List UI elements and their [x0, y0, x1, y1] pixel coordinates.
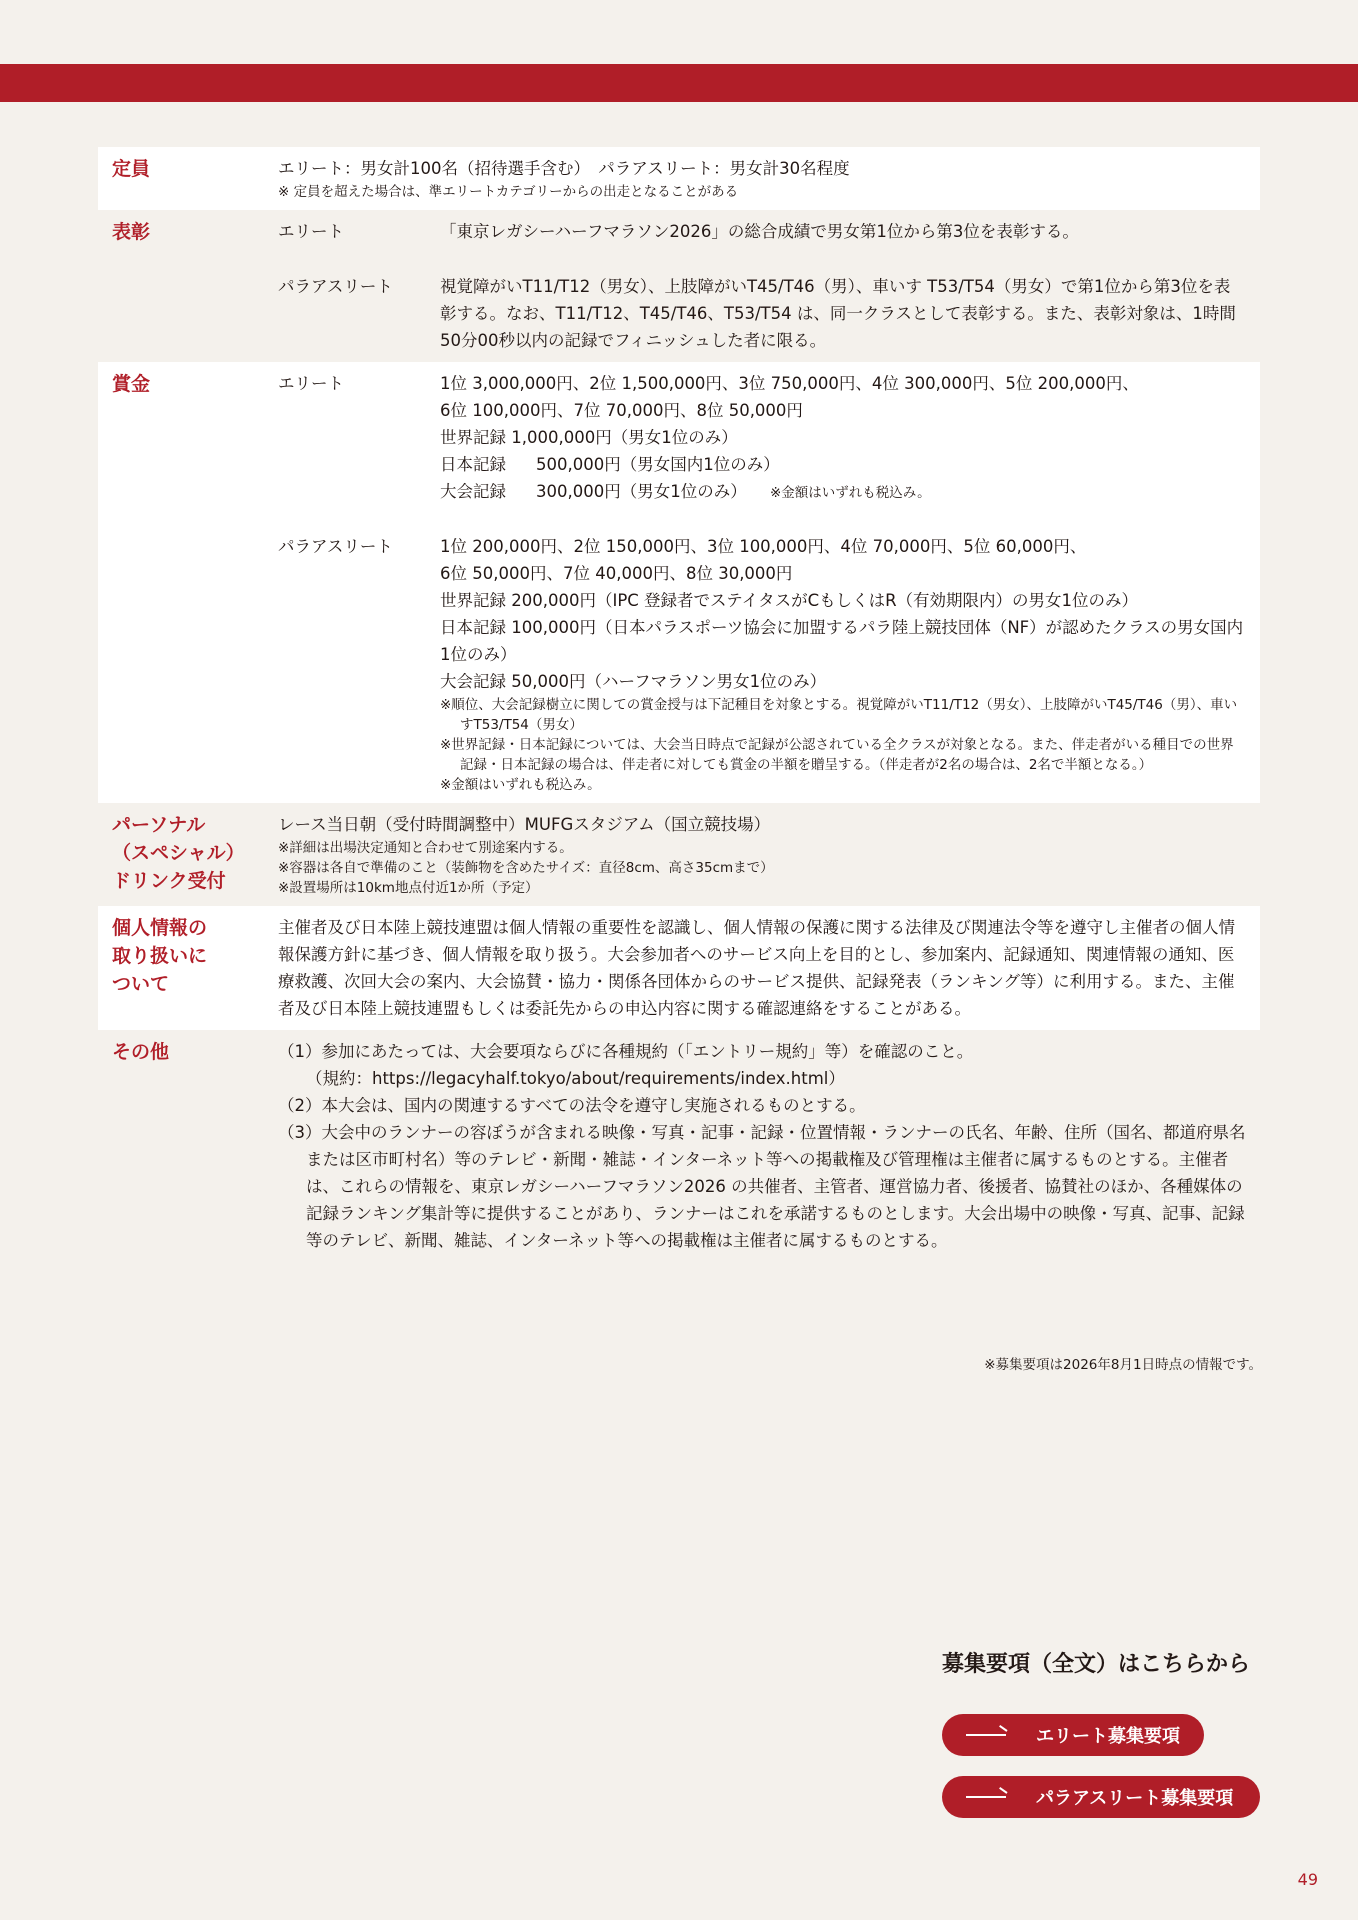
row-label: その他 — [112, 1041, 170, 1063]
prize-para-line: 世界記録 200,000円（IPC 登録者でステイタスがCもしくはR（有効期限内）の男女1位のみ） — [440, 591, 1139, 610]
other-item: （3）大会中のランナーの容ぼうが含まれる映像・写真・記事・記録・位置情報・ランナーの氏名、年齢、住所（国名、都道府県名または区市町村名）等のテレビ・新聞・雑誌・インターネット等への掲載権及び管理権は主催者に属するものとする。主催者は、これらの情報を、東京レガシーハーフマラソン2026 の共催者、主管者、運営協力者、後援者、協賛社のほか、各種媒体の記録ランキング集計等に提供することがあり、ランナーはこれを承諾するものとします。大会出場中の映像・写真、記事、記録等のテレビ、新聞、雑誌、インターネット等への掲載権は主催者に属するものとする。 — [278, 1123, 1246, 1250]
prize-para-line: 日本記録 100,000円（日本パラスポーツ協会に加盟するパラ陸上競技団体（NF）が認めたクラスの男女国内1位のみ） — [440, 618, 1244, 664]
prize-para-note: ※世界記録・日本記録については、大会当日時点で記録が公認されている全クラスが対象となる。また、伴走者がいる種目での世界記録・日本記録の場合は、伴走者に対しても賞金の半額を贈呈する。（伴走者が2名の場合は、2名で半額となる。） — [440, 737, 1234, 773]
drink-note: ※容器は各自で準備のこと（装飾物を含めたサイズ：直径8cm、高さ35cmまで） — [278, 860, 774, 876]
prize-para-note: ※順位、大会記録樹立に関しての賞金授与は下記種目を対象とする。視覚障がいT11/T12（男女）、上肢障がいT45/T46（男）、車いすT53/T54（男女） — [440, 697, 1238, 733]
prize-japan-value: 500,000円（男女国内1位のみ） — [536, 455, 780, 474]
row-other — [98, 1030, 1260, 1262]
other-item: （2）本大会は、国内の関連するすべての法令を遵守し実施されるものとする。 — [278, 1096, 866, 1115]
prize-elite-world: 世界記録 1,000,000円（男女1位のみ） — [440, 428, 738, 447]
button-label: パラアスリート募集要項 — [1036, 1788, 1234, 1809]
privacy-text: 主催者及び日本陸上競技連盟は個人情報の重要性を認識し、個人情報の保護に関する法律及び関連法令等を遵守し主催者の個人情報保護方針に基づき、個人情報を取り扱う。大会参加者へのサービス向上を目的とし、参加案内、記録通知、関連情報の通知、医療救護、次回大会の案内、大会協賛・協力・関係各団体からのサービス提供、記録発表（ランキング等）に利用する。また、主催者及び日本陸上競技連盟もしくは委託先からの申込内容に関する確認連絡をすることがある。 — [278, 918, 1235, 1018]
footnote: ※募集要項は2026年8月1日時点の情報です。 — [984, 1357, 1262, 1373]
awards-para-text: 視覚障がいT11/T12（男女）、上肢障がいT45/T46（男）、車いす T53/T54（男女）で第1位から第3位を表彰する。なお、T11/T12、T45/T46、T53/T54 は、同一クラスとして表彰する。また、表彰対象は、1時間50分00秒以内の記録でフィニッシュした者に限る。 — [440, 277, 1236, 350]
drink-note: ※詳細は出場決定通知と合わせて別途案内する。 — [278, 840, 573, 856]
sub-label-elite: エリート — [278, 222, 344, 241]
row-label: パーソナル （スペシャル） ドリンク受付 — [112, 814, 245, 892]
prize-elite-line: 1位 3,000,000円、2位 1,500,000円、3位 750,000円、4位 300,000円、5位 200,000円、 — [440, 374, 1139, 393]
row-label: 賞金 — [112, 373, 151, 395]
row-awards — [98, 210, 1260, 362]
prize-elite-line: 6位 100,000円、7位 70,000円、8位 50,000円 — [440, 401, 803, 420]
para-requirements-button[interactable] — [942, 1776, 1260, 1818]
row-capacity — [98, 147, 1260, 210]
other-item: （1）参加にあたっては、大会要項ならびに各種規約（「エントリー規約」等）を確認のこと。 — [278, 1042, 974, 1061]
awards-elite-text: 「東京レガシーハーフマラソン2026」の総合成績で男女第1位から第3位を表彰する。 — [440, 222, 1079, 241]
prize-tax-note: ※金額はいずれも税込み。 — [769, 485, 931, 501]
button-label: エリート募集要項 — [1036, 1726, 1180, 1747]
sub-label-para: パラアスリート — [278, 277, 393, 296]
prize-japan-label: 日本記録 — [440, 455, 506, 474]
prize-meet-value: 300,000円（男女1位のみ） — [536, 482, 747, 501]
capacity-note: ※ 定員を超えた場合は、準エリートカテゴリーからの出走となることがある — [278, 184, 739, 200]
row-label: 表彰 — [112, 221, 151, 243]
row-label: 定員 — [112, 158, 151, 180]
cta-title: 募集要項（全文）はこちらから — [942, 1652, 1251, 1677]
prize-para-line: 6位 50,000円、7位 40,000円、8位 30,000円 — [440, 564, 793, 583]
row-prize — [98, 362, 1260, 803]
header-bar — [0, 64, 1358, 102]
prize-para-line: 1位 200,000円、2位 150,000円、3位 100,000円、4位 70,000円、5位 60,000円、 — [440, 537, 1087, 556]
drink-text: レース当日朝（受付時間調整中）MUFGスタジアム（国立競技場） — [278, 815, 771, 834]
arrow-right-icon — [966, 1796, 1006, 1798]
row-drink — [98, 803, 1260, 906]
page-number: 49 — [1297, 1870, 1318, 1889]
rules-url[interactable]: （規約：https://legacyhalf.tokyo/about/requirements/index.html） — [306, 1069, 845, 1088]
drink-note: ※設置場所は10km地点付近1か所（予定） — [278, 880, 539, 896]
prize-para-note: ※金額はいずれも税込み。 — [440, 777, 601, 793]
prize-meet-label: 大会記録 — [440, 482, 506, 501]
sub-label-para: パラアスリート — [278, 537, 393, 556]
elite-requirements-button[interactable] — [942, 1714, 1204, 1756]
arrow-right-icon — [966, 1734, 1006, 1736]
row-label: 個人情報の 取り扱いに ついて — [112, 917, 208, 995]
sub-label-elite: エリート — [278, 374, 344, 393]
requirements-table — [98, 147, 1260, 1262]
prize-para-line: 大会記録 50,000円（ハーフマラソン男女1位のみ） — [440, 672, 827, 691]
capacity-text: エリート：男女計100名（招待選手含む） パラアスリート：男女計30名程度 — [278, 159, 850, 178]
row-privacy — [98, 906, 1260, 1030]
